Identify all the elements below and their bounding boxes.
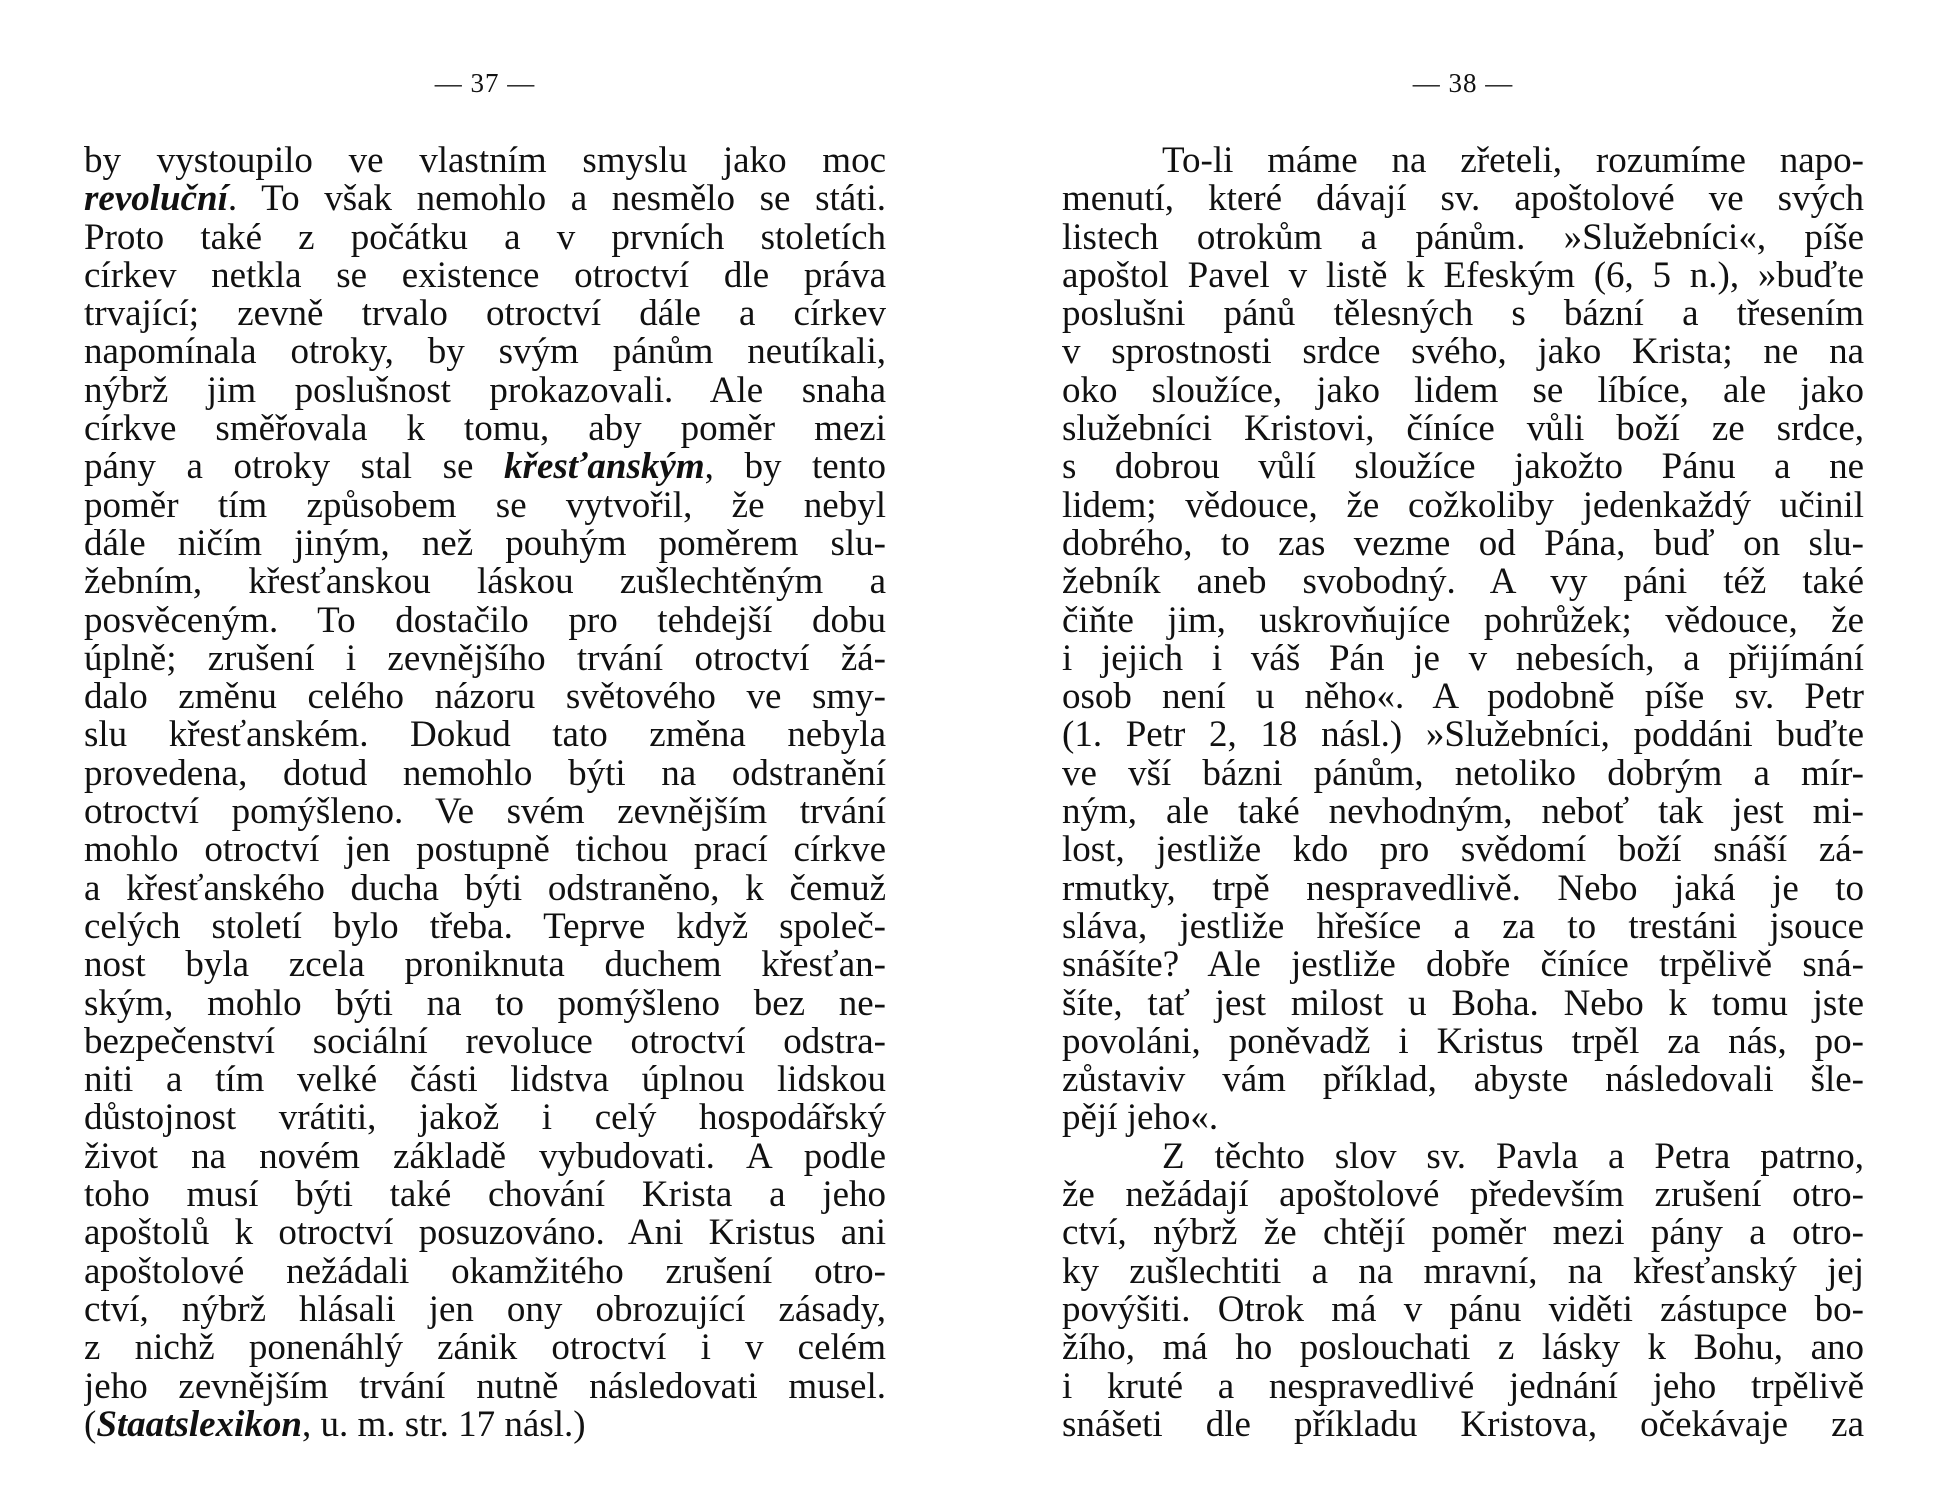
text-line: provedena, dotud nemohlo býti na odstranění	[84, 754, 886, 794]
text-line: ským, mohlo býti na to pomýšleno bez ne-	[84, 984, 886, 1023]
page-body	[84, 142, 886, 1444]
text-line: by vystoupilo ve vlastním smyslu jako moc	[84, 142, 886, 181]
text-line: jeho zevnějším trvání nutně následovati musel.	[84, 1367, 886, 1406]
page-number: — 38 —	[1412, 68, 1514, 98]
text-line: ky zušlechtiti a na mravní, na křesťanský jej	[1062, 1252, 1864, 1291]
text-line: Z těchto slov sv. Pavla a Petra patrno,	[1162, 1137, 1864, 1177]
text-line: dobrého, to zas vezme od Pána, buď on slu-	[1062, 524, 1864, 564]
text-line: osob není u něho«. A podobně píše sv. Petr	[1062, 678, 1864, 717]
text-line: s dobrou vůlí sloužíce jakožto Pánu a ne	[1062, 448, 1864, 487]
text-line: život na novém základě vybudovati. A podle	[84, 1137, 886, 1177]
text-line: poslušni pánů tělesných s bázní a třesením	[1062, 295, 1864, 334]
text-line: celých století bylo třeba. Teprve když společ-	[84, 907, 886, 947]
text-line: niti a tím velké části lidstva úplnou lidskou	[84, 1061, 886, 1100]
text-span: pány a otroky stal se	[84, 448, 505, 487]
text-line: rmutky, trpě nespravedlivě. Nebo jaká je to	[1062, 869, 1864, 908]
text-line: šíte, tať jest milost u Boha. Nebo k tomu jste	[1062, 984, 1864, 1023]
text-line	[84, 180, 886, 218]
text-line: lidem; vědouce, že cožkoliby jedenkaždý učinil	[1062, 486, 1864, 525]
text-line: žebním, křesťanskou láskou zušlechtěným a	[84, 563, 886, 602]
text-line: snášeti dle příkladu Kristova, očekávaje za	[1062, 1405, 1864, 1445]
text-line: apoštolové nežádali okamžitého zrušení otro-	[84, 1252, 886, 1291]
text-line: služebníci Kristovi, číníce vůli boží ze srdce,	[1062, 410, 1864, 449]
right-page	[1062, 0, 1864, 1500]
text-line: pějí jeho«.	[1062, 1099, 1219, 1138]
text-line	[84, 1406, 886, 1444]
text-line	[84, 448, 886, 486]
text-line: zůstaviv vám příklad, abyste následovali šle-	[1062, 1061, 1864, 1100]
text-line: poměr tím způsobem se vytvořil, že nebyl	[84, 486, 886, 525]
text-line: nost byla zcela proniknuta duchem křesťan-	[84, 946, 886, 985]
text-line: apoštol Pavel v listě k Efeským (6, 5 n.), »buďte	[1062, 256, 1864, 296]
text-line: církev netkla se existence otroctví dle práva	[84, 256, 886, 296]
left-page	[84, 0, 886, 1500]
text-line: dalo změnu celého názoru světového ve smy-	[84, 678, 886, 717]
emphasis: revoluční	[84, 180, 228, 219]
text-line: slu křesťanském. Dokud tato změna nebyla	[84, 716, 886, 755]
text-line: z nichž ponenáhlý zánik otroctví i v celém	[84, 1329, 886, 1368]
text-line: ctví, nýbrž že chtějí poměr mezi pány a otro-	[1062, 1214, 1864, 1253]
text-span: , u. m. str. 17 násl.)	[301, 1405, 586, 1445]
emphasis: křesťanským	[504, 448, 705, 487]
text-line: bezpečenství sociální revoluce otroctví odstra-	[84, 1022, 886, 1062]
text-line: i jejich i váš Pán je v nebesích, a přijímání	[1062, 639, 1864, 679]
text-line: toho musí býti také chování Krista a jeho	[84, 1176, 886, 1215]
text-span: . To však nemohlo a nesmělo se státi.	[227, 180, 886, 219]
text-line: snášíte? Ale jestliže dobře číníce trpělivě sná-	[1062, 946, 1864, 985]
text-line: povýšiti. Otrok má v pánu viděti zástupce bo-	[1062, 1290, 1864, 1330]
text-line: mohlo otroctví jen postupně tichou prací církve	[84, 831, 886, 870]
text-line: dále ničím jiným, než pouhým poměrem slu-	[84, 524, 886, 564]
emphasis: Staatslexikon	[96, 1405, 302, 1445]
text-line: úplně; zrušení i zevnějšího trvání otroctví žá-	[84, 639, 886, 679]
text-line: lost, jestliže kdo pro svědomí boží snáší zá-	[1062, 831, 1864, 870]
text-line: církve směřovala k tomu, aby poměr mezi	[84, 410, 886, 449]
text-line: důstojnost vrátiti, jakož i celý hospodářský	[84, 1099, 886, 1138]
text-line: listech otrokům a pánům. »Služebníci«, píše	[1062, 218, 1864, 257]
text-line: povoláni, poněvadž i Kristus trpěl za nás, po-	[1062, 1022, 1864, 1062]
text-line: že nežádají apoštolové především zrušení otro-	[1062, 1176, 1864, 1215]
text-line: oko sloužíce, jako lidem se líbíce, ale jako	[1062, 371, 1864, 411]
text-line: apoštolů k otroctví posuzováno. Ani Kristus ani	[84, 1214, 886, 1253]
text-line: čiňte jim, uskrovňujíce pohrůžek; vědouce, že	[1062, 601, 1864, 640]
text-line: menutí, které dávají sv. apoštolové ve svých	[1062, 180, 1864, 219]
text-line: (1. Petr 2, 18 násl.) »Služebníci, poddáni buďte	[1062, 716, 1864, 755]
text-line: ným, ale také nevhodným, neboť tak jest mi-	[1062, 793, 1864, 832]
text-line: v sprostnosti srdce svého, jako Krista; ne na	[1062, 333, 1864, 372]
text-line: trvající; zevně trvalo otroctví dále a církev	[84, 295, 886, 334]
text-line: ve vší bázni pánům, netoliko dobrým a mír-	[1062, 754, 1864, 794]
text-line: ctví, nýbrž hlásali jen ony obrozující zásady,	[84, 1290, 886, 1330]
text-line: Proto také z počátku a v prvních stoletích	[84, 218, 886, 257]
text-line: To-li máme na zřeteli, rozumíme napo-	[1162, 142, 1864, 181]
page-number: — 37 —	[434, 68, 536, 98]
text-line: a křesťanského ducha býti odstraněno, k čemuž	[84, 869, 886, 908]
text-line: otroctví pomýšleno. Ve svém zevnějším trvání	[84, 793, 886, 832]
text-line: posvěceným. To dostačilo pro tehdejší dobu	[84, 601, 886, 640]
text-line: sláva, jestliže hřešíce a za to trestáni jsouce	[1062, 907, 1864, 947]
text-span: (	[84, 1405, 97, 1445]
text-span: , by tento	[704, 448, 886, 487]
text-line: i kruté a nespravedlivé jednání jeho trpělivě	[1062, 1367, 1864, 1406]
text-line: žebník aneb svobodný. A vy páni též také	[1062, 563, 1864, 602]
text-line: napomínala otroky, by svým pánům neutíkali,	[84, 333, 886, 372]
page-body	[1062, 142, 1864, 1444]
text-line: nýbrž jim poslušnost prokazovali. Ale snaha	[84, 371, 886, 411]
text-line: žího, má ho poslouchati z lásky k Bohu, ano	[1062, 1329, 1864, 1368]
